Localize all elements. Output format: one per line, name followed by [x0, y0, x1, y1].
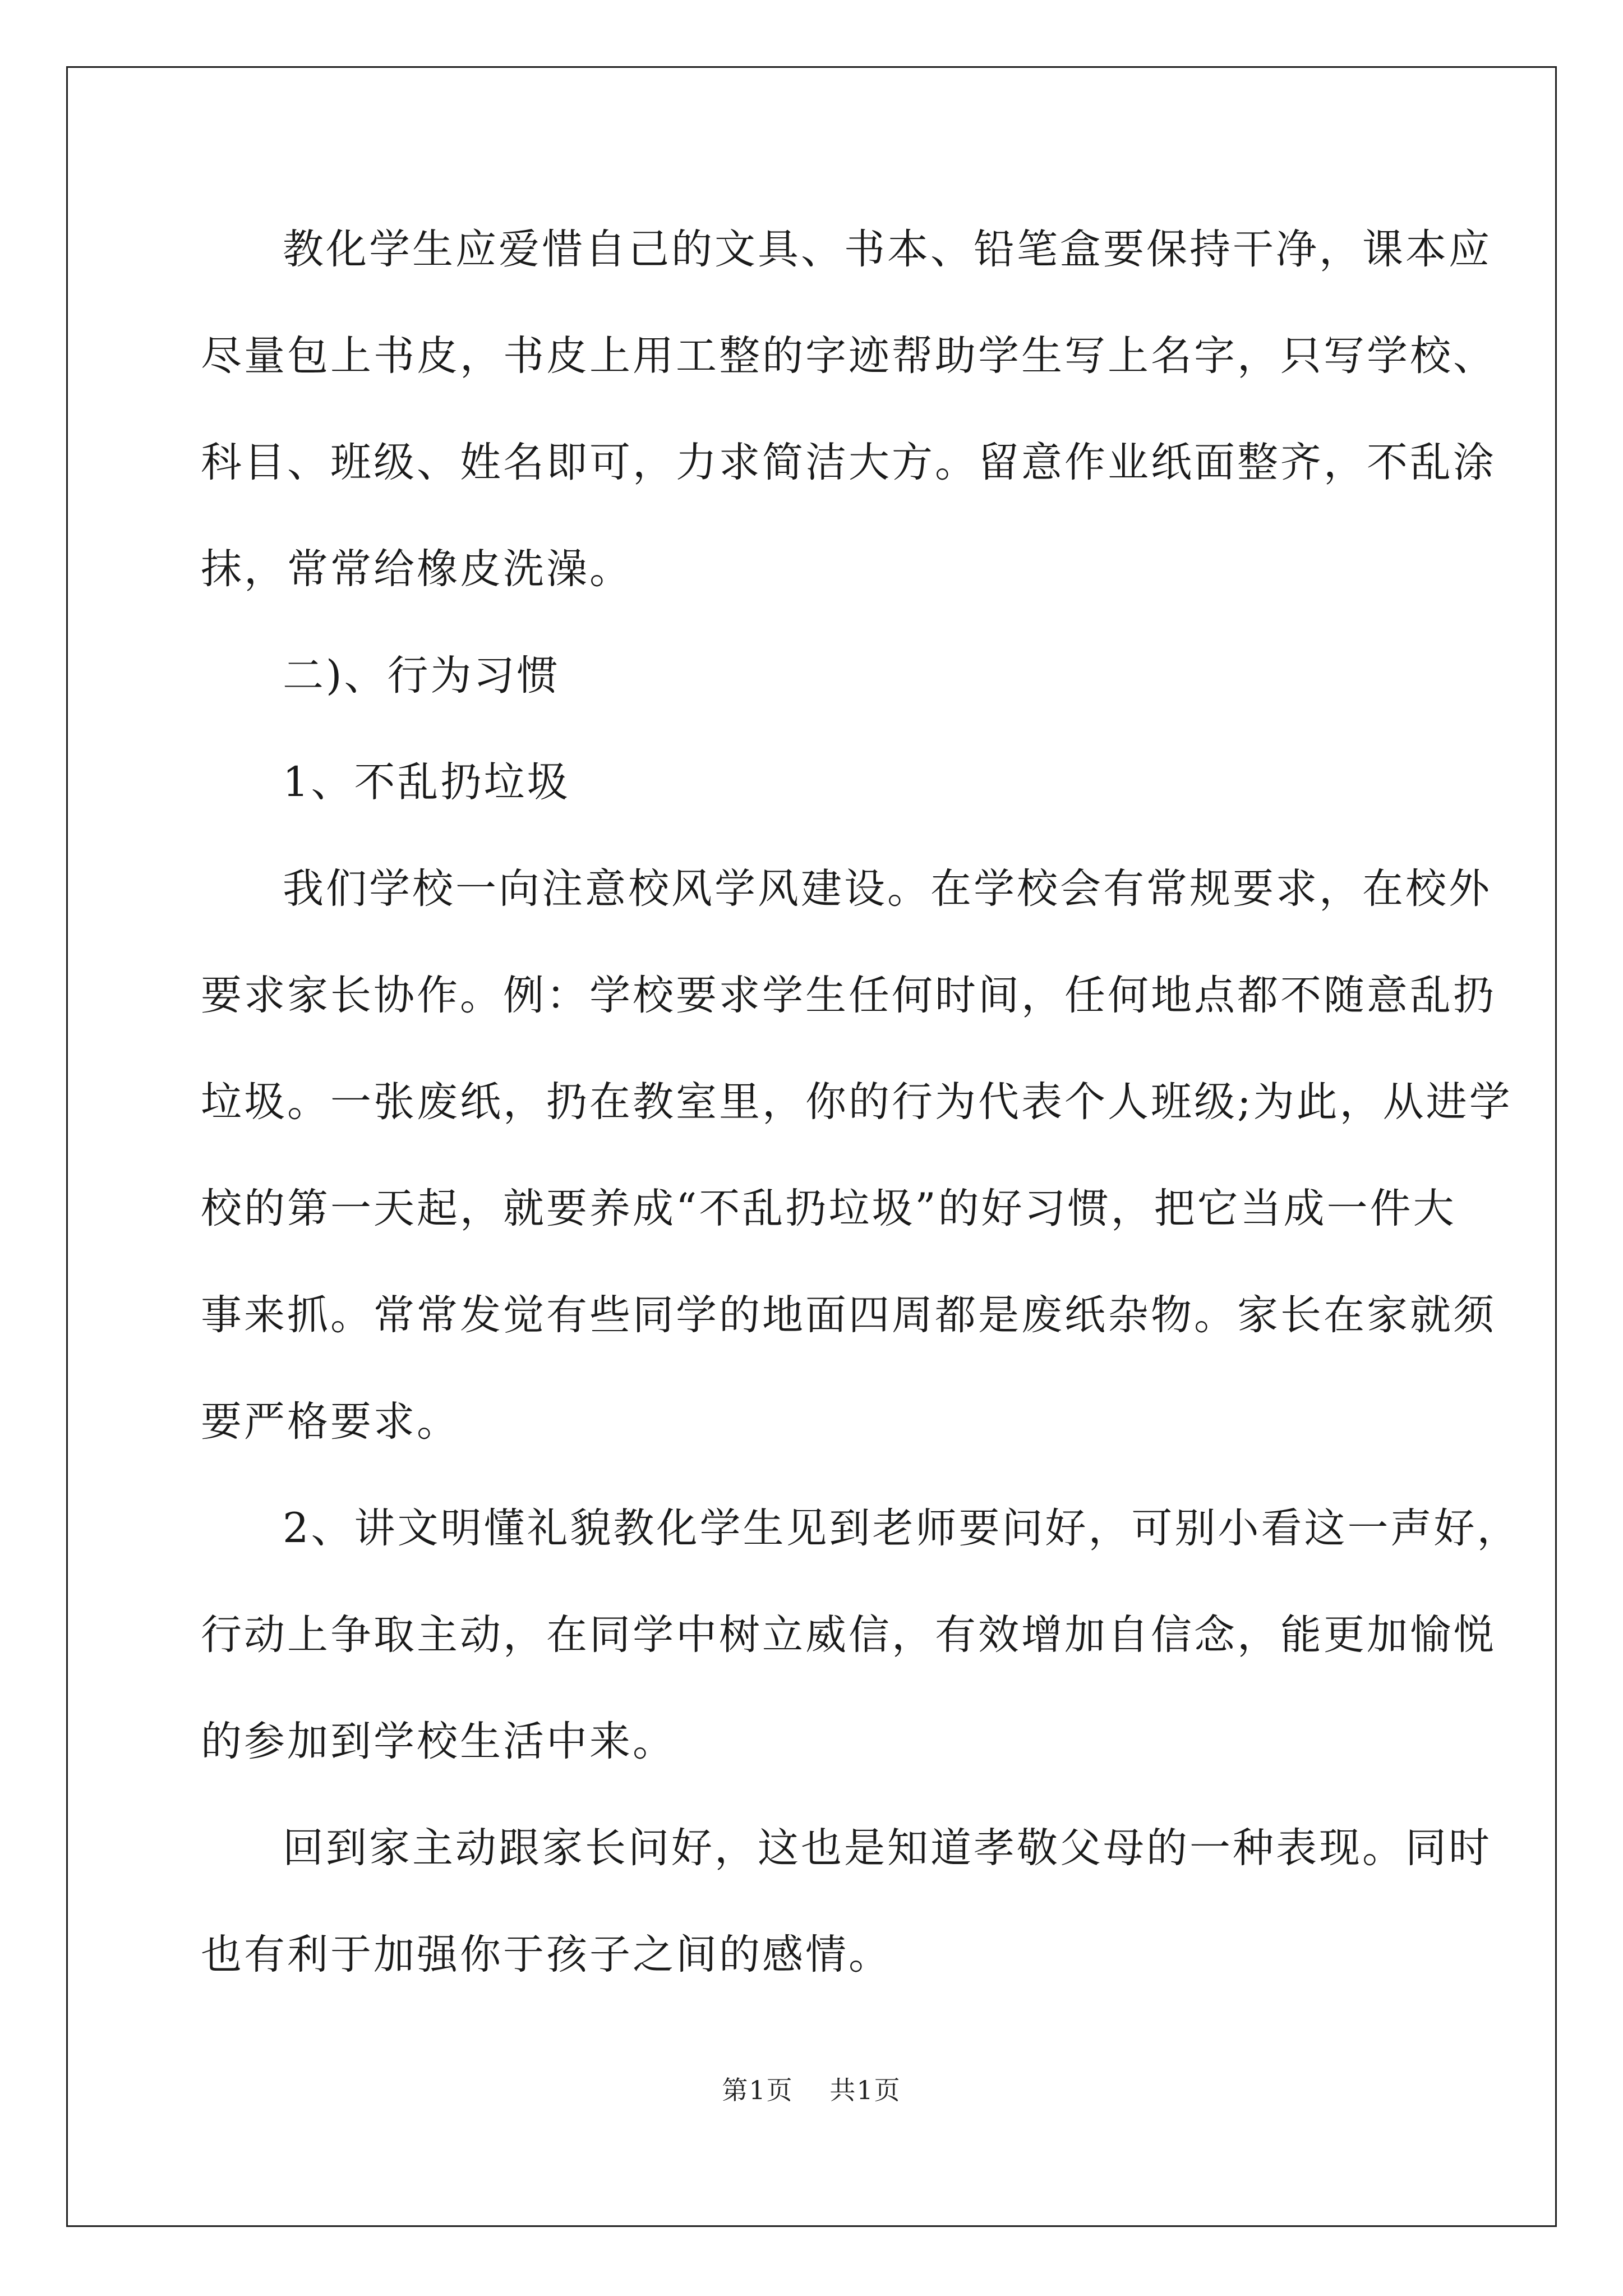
subheading-text: 1、不乱扔垃圾	[283, 758, 570, 806]
paragraph-line: 我们学校一向注意校风学风建设。在学校会有常规要求，在校外	[283, 865, 1492, 913]
paragraph-greeting-parents	[201, 1795, 1492, 2008]
paragraph-stationery-care	[201, 196, 1496, 623]
paragraph-line: 科目、班级、姓名即可，力求简洁大方。留意作业纸面整齐，不乱涂	[201, 439, 1496, 486]
page-number-total: 共1页	[829, 2075, 901, 2105]
paragraph-line: 尽量包上书皮，书皮上用工整的字迹帮助学生写上名字，只写学校、	[201, 332, 1496, 380]
paragraph-line: 校的第一天起，就要养成“不乱扔垃圾”的好习惯，把它当成一件大	[201, 1185, 1456, 1232]
paragraph-line: 垃圾。一张废纸，扔在教室里，你的行为代表个人班级;为此，从进学	[201, 1078, 1513, 1126]
page-number-current: 第1页	[722, 2075, 794, 2105]
paragraph-politeness	[201, 1475, 1520, 1795]
paragraph-line: 行动上争取主动，在同学中树立威信，有效增加自信念，能更加愉悦	[201, 1611, 1496, 1659]
paragraph-line: 要求家长协作。例：学校要求学生任何时间，任何地点都不随意乱扔	[201, 972, 1496, 1019]
paragraph-line: 也有利于加强你于孩子之间的感情。	[201, 1931, 892, 1978]
paragraph-line: 要严格要求。	[201, 1398, 460, 1446]
paragraph-line: 回到家主动跟家长问好，这也是知道孝敬父母的一种表现。同时	[283, 1824, 1492, 1872]
paragraph-line: 事来抓。常常发觉有些同学的地面四周都是废纸杂物。家长在家就须	[201, 1291, 1496, 1339]
paragraph-line: 2、讲文明懂礼貌教化学生见到老师要问好，可别小看这一声好，	[283, 1504, 1520, 1552]
subheading-no-littering	[201, 729, 1429, 836]
paragraph-line: 抹，常常给橡皮洗澡。	[201, 545, 633, 593]
document-body	[201, 196, 1520, 2008]
page-footer	[0, 2070, 1623, 2107]
section-heading-text: 二)、行为习惯	[283, 652, 560, 700]
paragraph-line: 教化学生应爱惜自己的文具、书本、铅笔盒要保持干净，课本应	[283, 226, 1492, 273]
section-heading-behavior-habits	[201, 623, 1429, 729]
paragraph-line: 的参加到学校生活中来。	[201, 1718, 676, 1765]
paragraph-school-rules	[201, 836, 1513, 1475]
